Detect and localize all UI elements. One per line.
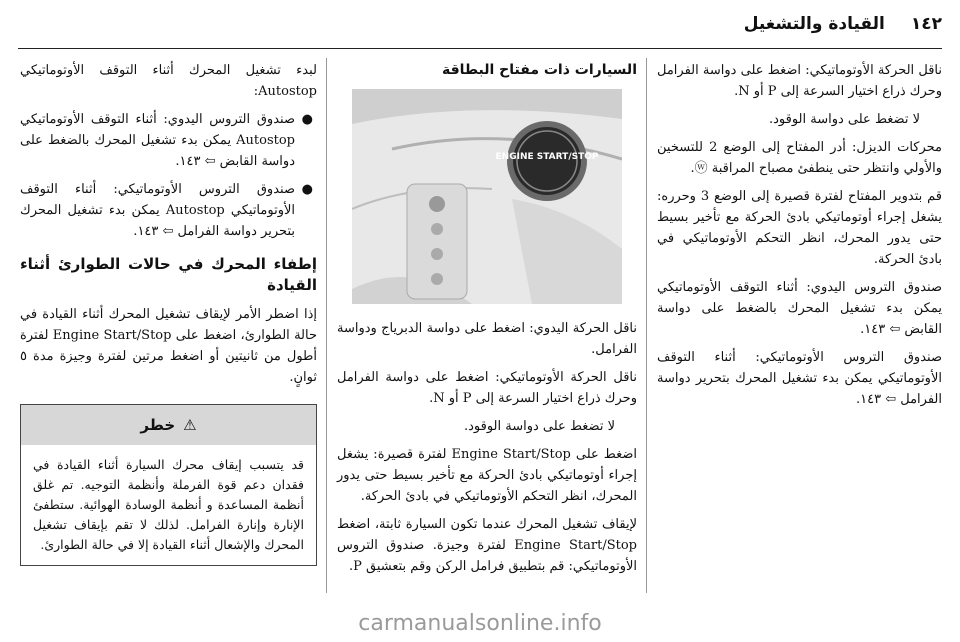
- page-number: ١٤٢: [910, 14, 942, 34]
- column-1: [657, 60, 942, 417]
- bullet-icon: ●: [301, 112, 313, 127]
- paragraph: ناقل الحركة اليدوي: اضغط على دواسة الدبرياج ودواسة الفرامل.: [337, 321, 637, 357]
- column-title: السيارات ذات مفتاح البطاقة: [441, 62, 637, 78]
- warning-triangle-icon: ⚠: [183, 415, 197, 434]
- start-stop-button-figure: [352, 89, 622, 304]
- column-divider: [326, 58, 327, 593]
- list-item: [20, 109, 317, 172]
- column-divider: [646, 58, 647, 593]
- list-item-text: صندوق التروس الأوتوماتيكي: أثناء التوقف الأوتوماتيكي Autostop يمكن بدء تشغيل المحرك بتحرير دواسة الفرامل ⇦ ١٤٣.: [20, 182, 295, 239]
- paragraph: ناقل الحركة الأوتوماتيكي: اضغط على دواسة الفرامل وحرك ذراع اختيار السرعة إلى P أو N.: [337, 370, 637, 406]
- warning-box: [20, 404, 317, 566]
- bullet-icon: ●: [301, 182, 313, 197]
- paragraph: لبدء تشغيل المحرك أثناء التوقف الأوتوماتيكي Autostop:: [20, 63, 317, 99]
- section-title: القيادة والتشغيل: [743, 14, 885, 34]
- dashboard-illustration: [352, 89, 622, 304]
- paragraph: ناقل الحركة الأوتوماتيكي: اضغط على دواسة الفرامل وحرك ذراع اختيار السرعة إلى P أو N.: [657, 63, 942, 99]
- column-3: [20, 60, 317, 566]
- paragraph: اضغط على Engine Start/Stop لفترة قصيرة: يشغل إجراء أوتوماتيكي بادئ الحركة مع تأخير بسيط حتى يدور المحرك، انظر التحكم الأوتوماتيكي في بادئ الحركة.: [337, 447, 637, 504]
- paragraph: لإيقاف تشغيل المحرك عندما تكون السيارة ثابتة، اضغط Engine Start/Stop لفترة وجيزة. صندوق التروس الأوتوماتيكي: قم بتطبيق فرامل الركن وقم بتعشيق P.: [337, 517, 637, 574]
- list-item-text: صندوق التروس اليدوي: أثناء التوقف الأوتوماتيكي Autostop يمكن بدء تشغيل المحرك بالضغط على دواسة القابض ⇦ ١٤٣.: [20, 112, 295, 169]
- paragraph: لا تضغط على دواسة الوقود.: [463, 419, 615, 434]
- column-2: [337, 60, 637, 584]
- header-rule: [18, 48, 942, 49]
- paragraph: صندوق التروس الأوتوماتيكي: أثناء التوقف الأوتوماتيكي يمكن بدء تشغيل المحرك بتحرير دواسة الفرامل ⇦ ١٤٣.: [657, 350, 942, 407]
- warning-title: خطر: [140, 415, 176, 434]
- engine-start-stop-label: ENGINE START/STOP: [495, 152, 599, 162]
- watermark: carmanualsonline.info: [358, 610, 602, 636]
- warning-header: [21, 405, 316, 445]
- page-header: [18, 10, 942, 38]
- section-heading: إطفاء المحرك في حالات الطوارئ أثناء القيادة: [20, 255, 317, 294]
- list-item: [20, 179, 317, 242]
- paragraph: لا تضغط على دواسة الوقود.: [768, 112, 920, 127]
- paragraph: محركات الديزل: أدر المفتاح إلى الوضع 2 للتسخين والأولي وانتظر حتى ينطفئ مصباح المراقبة ⓦ.: [657, 140, 942, 176]
- paragraph: إذا اضطر الأمر لإيقاف تشغيل المحرك أثناء القيادة في حالة الطوارئ، اضغط على Engine Start/Stop لفترة أطول من ثانيتين أو اضغط مرتين لفترة وجيزة مدة ٥ ثوانٍ.: [20, 307, 318, 385]
- warning-text: قد يتسبب إيقاف محرك السيارة أثناء القيادة في فقدان دعم قوة الفرملة وأنظمة التوجيه. تم غلق أنظمة المساعدة و أنظمة الوسادة الهوائية. ستطفئ الإنارة وإنارة الفرامل. لذلك لا تقم بإيقاف تشغيل المحرك والإشعال أثناء القيادة إلا في حالة الطوارئ.: [33, 457, 304, 552]
- paragraph: صندوق التروس اليدوي: أثناء التوقف الأوتوماتيكي يمكن بدء تشغيل المحرك بالضغط على دواسة القابض ⇦ ١٤٣.: [657, 280, 942, 337]
- paragraph: قم بتدوير المفتاح لفترة قصيرة إلى الوضع 3 وحرره: يشغل إجراء أوتوماتيكي بادئ الحركة مع تأخير بسيط حتى يدور المحرك، انظر التحكم الأوتوماتيكي في بادئ الحركة.: [657, 189, 942, 267]
